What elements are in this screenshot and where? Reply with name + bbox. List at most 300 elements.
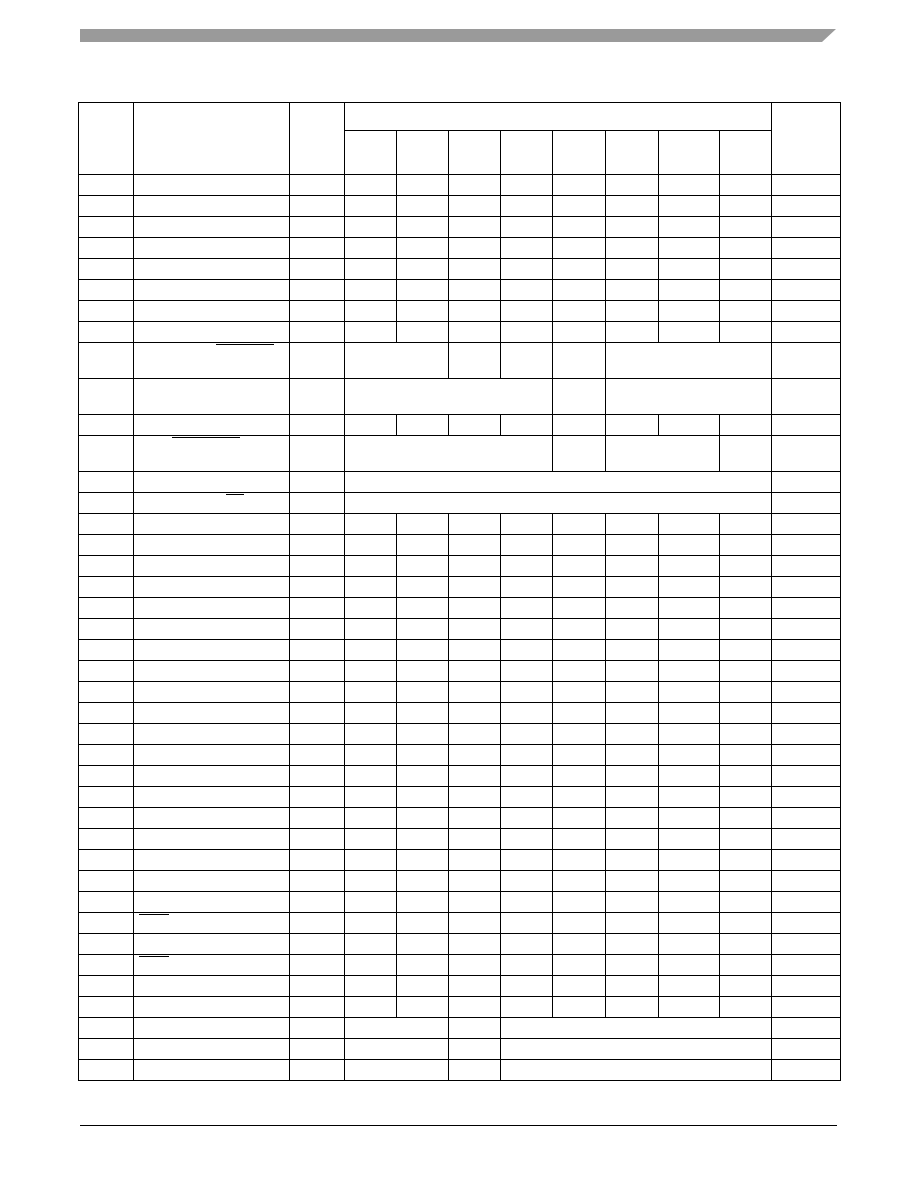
table-cell <box>79 808 134 829</box>
table-cell <box>449 238 501 259</box>
table-cell <box>397 682 449 703</box>
table-cell <box>345 871 397 892</box>
table-cell <box>290 976 345 997</box>
table-cell <box>772 682 841 703</box>
table-cell <box>553 238 606 259</box>
table-cell <box>606 745 659 766</box>
table-cell <box>449 997 501 1018</box>
table-cell <box>79 322 134 343</box>
table-cell <box>772 259 841 280</box>
table-cell <box>345 661 397 682</box>
table-cell <box>79 175 134 196</box>
table-row <box>79 196 841 217</box>
table-cell <box>720 871 772 892</box>
header-cell <box>553 131 606 175</box>
table-cell <box>659 808 720 829</box>
table-cell <box>79 913 134 934</box>
table-cell <box>79 745 134 766</box>
table-cell <box>79 829 134 850</box>
table-cell <box>501 787 553 808</box>
table-cell <box>606 787 659 808</box>
table-cell <box>501 175 553 196</box>
table-cell <box>449 217 501 238</box>
table-cell <box>659 196 720 217</box>
table-cell <box>134 934 290 955</box>
table-cell <box>290 322 345 343</box>
table-cell <box>553 556 606 577</box>
table-cell <box>134 259 290 280</box>
table-cell <box>345 415 397 436</box>
table-cell <box>501 1060 772 1081</box>
table-cell <box>606 682 659 703</box>
table-cell <box>134 808 290 829</box>
table-cell <box>345 808 397 829</box>
table-cell <box>134 196 290 217</box>
table-cell <box>345 598 397 619</box>
table-cell <box>397 703 449 724</box>
table-cell <box>345 472 772 493</box>
table-cell <box>397 829 449 850</box>
table-cell <box>720 850 772 871</box>
table-cell <box>345 703 397 724</box>
table-row <box>79 472 841 493</box>
table-cell <box>659 976 720 997</box>
table-cell <box>772 913 841 934</box>
table-cell <box>659 850 720 871</box>
table-cell <box>659 514 720 535</box>
table-cell <box>553 892 606 913</box>
table-cell <box>449 808 501 829</box>
table-row <box>79 661 841 682</box>
table-cell <box>134 871 290 892</box>
table-row <box>79 1060 841 1081</box>
table-cell <box>720 259 772 280</box>
table-cell <box>449 682 501 703</box>
table-cell <box>659 724 720 745</box>
table-cell <box>772 934 841 955</box>
table-cell <box>134 703 290 724</box>
table-cell <box>659 322 720 343</box>
table-row <box>79 322 841 343</box>
table-cell <box>345 238 397 259</box>
table-cell <box>79 535 134 556</box>
table-cell <box>659 955 720 976</box>
table-cell <box>290 997 345 1018</box>
table-cell <box>79 850 134 871</box>
table-cell <box>345 619 397 640</box>
table-cell <box>501 322 553 343</box>
table-row <box>79 619 841 640</box>
table-cell <box>501 682 553 703</box>
table-cell <box>79 661 134 682</box>
table-cell <box>606 724 659 745</box>
table-cell <box>134 976 290 997</box>
table-cell <box>290 661 345 682</box>
table-cell <box>134 322 290 343</box>
header-cell <box>659 131 720 175</box>
table-cell <box>772 829 841 850</box>
table-cell <box>134 598 290 619</box>
table-cell <box>345 436 553 472</box>
header-cell <box>501 131 553 175</box>
table-cell <box>290 787 345 808</box>
table-cell <box>397 238 449 259</box>
table-cell <box>720 598 772 619</box>
header-cell <box>134 103 290 175</box>
table-cell <box>290 493 345 514</box>
table-cell <box>720 703 772 724</box>
table-cell <box>501 301 553 322</box>
table-cell <box>720 766 772 787</box>
table-cell <box>134 514 290 535</box>
table-cell <box>606 640 659 661</box>
table-cell <box>134 682 290 703</box>
table-row <box>79 640 841 661</box>
table-cell <box>397 934 449 955</box>
table-cell <box>659 280 720 301</box>
table-cell <box>553 598 606 619</box>
table-cell <box>345 280 397 301</box>
table-cell <box>290 259 345 280</box>
table-cell <box>501 829 553 850</box>
header-cell <box>606 131 659 175</box>
table-cell <box>553 913 606 934</box>
table-cell <box>606 238 659 259</box>
table-cell <box>606 598 659 619</box>
table-cell <box>397 196 449 217</box>
table-cell <box>345 196 397 217</box>
table-cell <box>397 976 449 997</box>
table-cell <box>134 724 290 745</box>
table-cell <box>553 787 606 808</box>
table-cell <box>553 661 606 682</box>
table-cell <box>397 808 449 829</box>
table-row <box>79 259 841 280</box>
table-row <box>79 493 841 514</box>
table-cell <box>79 892 134 913</box>
table-cell <box>772 997 841 1018</box>
table-row <box>79 217 841 238</box>
table-cell <box>290 577 345 598</box>
table-cell <box>449 1018 501 1039</box>
table-cell <box>134 535 290 556</box>
table-cell <box>772 745 841 766</box>
table-cell <box>345 259 397 280</box>
table-cell <box>553 682 606 703</box>
table-cell <box>449 619 501 640</box>
table-cell <box>659 640 720 661</box>
table-cell <box>449 976 501 997</box>
table-cell <box>501 976 553 997</box>
table-cell <box>134 301 290 322</box>
table-cell <box>772 379 841 415</box>
table-cell <box>720 955 772 976</box>
header-cell <box>345 131 397 175</box>
table-cell <box>79 1060 134 1081</box>
table-cell <box>290 682 345 703</box>
table-cell <box>772 322 841 343</box>
table-cell <box>606 514 659 535</box>
table-cell <box>553 808 606 829</box>
table-cell <box>345 217 397 238</box>
table-cell <box>290 238 345 259</box>
table-cell <box>449 343 501 379</box>
table-cell <box>606 913 659 934</box>
table-cell <box>449 703 501 724</box>
table-cell <box>290 301 345 322</box>
table-row <box>79 379 841 415</box>
table-cell <box>501 955 553 976</box>
table-cell <box>134 955 290 976</box>
table-cell <box>772 598 841 619</box>
table-cell <box>134 997 290 1018</box>
table-cell <box>553 343 606 379</box>
table-cell <box>449 724 501 745</box>
table-cell <box>720 661 772 682</box>
table-cell <box>397 415 449 436</box>
table-cell <box>720 514 772 535</box>
table-cell <box>501 661 553 682</box>
table-cell <box>501 238 553 259</box>
table-cell <box>449 913 501 934</box>
table-row <box>79 745 841 766</box>
table-cell <box>397 871 449 892</box>
table-cell <box>772 217 841 238</box>
table-cell <box>290 598 345 619</box>
table-cell <box>553 703 606 724</box>
table-cell <box>290 703 345 724</box>
table-row <box>79 787 841 808</box>
table-cell <box>345 577 397 598</box>
table-cell <box>553 724 606 745</box>
table-cell <box>134 913 290 934</box>
table-cell <box>345 829 397 850</box>
table-cell <box>553 514 606 535</box>
table-cell <box>659 301 720 322</box>
table-cell <box>659 535 720 556</box>
table-cell <box>345 640 397 661</box>
table-cell <box>606 892 659 913</box>
table-cell <box>79 238 134 259</box>
table-cell <box>345 892 397 913</box>
table-cell <box>397 301 449 322</box>
table-cell <box>79 934 134 955</box>
table-cell <box>606 808 659 829</box>
table-cell <box>449 415 501 436</box>
table-cell <box>134 472 290 493</box>
table-cell <box>720 619 772 640</box>
table-cell <box>772 493 841 514</box>
table-cell <box>720 196 772 217</box>
table-cell <box>290 1018 345 1039</box>
table-cell <box>449 259 501 280</box>
table-cell <box>290 379 345 415</box>
table-cell <box>501 196 553 217</box>
table-cell <box>345 934 397 955</box>
table-cell <box>606 556 659 577</box>
table-cell <box>290 829 345 850</box>
table-cell <box>553 379 606 415</box>
table-cell <box>397 619 449 640</box>
table-cell <box>397 766 449 787</box>
table-cell <box>553 934 606 955</box>
table-cell <box>772 640 841 661</box>
table-cell <box>501 556 553 577</box>
table-cell <box>553 196 606 217</box>
table-cell <box>553 829 606 850</box>
table-cell <box>134 343 290 379</box>
table-cell <box>720 640 772 661</box>
table-cell <box>606 661 659 682</box>
table-cell <box>397 997 449 1018</box>
table-cell <box>345 850 397 871</box>
table-cell <box>79 682 134 703</box>
table-cell <box>79 436 134 472</box>
table-cell <box>659 661 720 682</box>
table-cell <box>397 724 449 745</box>
table-cell <box>772 1039 841 1060</box>
table-cell <box>501 259 553 280</box>
table-cell <box>397 577 449 598</box>
table-cell <box>345 997 397 1018</box>
table-cell <box>659 556 720 577</box>
table-cell <box>290 535 345 556</box>
header-cell <box>290 103 345 175</box>
table-cell <box>606 322 659 343</box>
table-cell <box>553 850 606 871</box>
table-row <box>79 280 841 301</box>
table-cell <box>720 787 772 808</box>
table-cell <box>345 682 397 703</box>
table-cell <box>720 217 772 238</box>
table-cell <box>720 436 772 472</box>
table-cell <box>659 934 720 955</box>
table-cell <box>659 619 720 640</box>
table-cell <box>553 577 606 598</box>
table-cell <box>772 703 841 724</box>
table-cell <box>501 745 553 766</box>
table-cell <box>501 808 553 829</box>
table-cell <box>134 892 290 913</box>
table-cell <box>659 217 720 238</box>
table-cell <box>290 217 345 238</box>
table-cell <box>134 829 290 850</box>
table-cell <box>501 619 553 640</box>
table-cell <box>606 619 659 640</box>
table-cell <box>449 955 501 976</box>
table-cell <box>290 955 345 976</box>
table-cell <box>134 379 290 415</box>
table-cell <box>720 415 772 436</box>
table-cell <box>290 640 345 661</box>
table-cell <box>720 280 772 301</box>
table-cell <box>606 766 659 787</box>
table-cell <box>720 238 772 259</box>
table-cell <box>772 766 841 787</box>
table-cell <box>345 745 397 766</box>
header-bar <box>0 0 918 50</box>
table-cell <box>720 556 772 577</box>
table-cell <box>345 766 397 787</box>
table-cell <box>290 934 345 955</box>
overbar-mark <box>226 494 244 495</box>
table-cell <box>79 787 134 808</box>
table-cell <box>397 661 449 682</box>
table-cell <box>720 175 772 196</box>
table-cell <box>501 913 553 934</box>
table-row <box>79 343 841 379</box>
table-row <box>79 871 841 892</box>
footer-rule <box>80 1125 837 1126</box>
table-cell <box>501 1018 772 1039</box>
table-row <box>79 1018 841 1039</box>
table-cell <box>449 598 501 619</box>
table-row <box>79 238 841 259</box>
table-cell <box>606 280 659 301</box>
table-cell <box>290 415 345 436</box>
table-cell <box>134 787 290 808</box>
table-cell <box>79 301 134 322</box>
table-cell <box>449 850 501 871</box>
overbar-mark <box>139 956 169 957</box>
table-cell <box>553 280 606 301</box>
table-row <box>79 436 841 472</box>
table-row <box>79 808 841 829</box>
table-cell <box>290 1060 345 1081</box>
table-cell <box>290 343 345 379</box>
table-cell <box>345 1060 449 1081</box>
table-cell <box>79 976 134 997</box>
table-row <box>79 535 841 556</box>
table-cell <box>720 913 772 934</box>
header-row <box>79 103 841 131</box>
table-cell <box>345 724 397 745</box>
table-cell <box>397 322 449 343</box>
table-cell <box>606 871 659 892</box>
table-cell <box>659 703 720 724</box>
table-cell <box>720 535 772 556</box>
table-cell <box>553 997 606 1018</box>
table-cell <box>345 976 397 997</box>
table-cell <box>606 415 659 436</box>
table-cell <box>79 703 134 724</box>
table-cell <box>290 1039 345 1060</box>
table-cell <box>772 661 841 682</box>
table-cell <box>772 343 841 379</box>
table-row <box>79 934 841 955</box>
table-cell <box>290 514 345 535</box>
table-cell <box>772 535 841 556</box>
table-row <box>79 175 841 196</box>
table-cell <box>134 436 290 472</box>
table-cell <box>397 514 449 535</box>
table-row <box>79 301 841 322</box>
table-cell <box>659 892 720 913</box>
table-cell <box>449 577 501 598</box>
table-cell <box>79 1039 134 1060</box>
table-cell <box>659 745 720 766</box>
table-cell <box>345 301 397 322</box>
table-cell <box>290 724 345 745</box>
table-cell <box>449 745 501 766</box>
table-row <box>79 724 841 745</box>
table-cell <box>553 535 606 556</box>
table-cell <box>606 976 659 997</box>
table-cell <box>659 787 720 808</box>
table-cell <box>134 577 290 598</box>
table-cell <box>449 175 501 196</box>
header-cell <box>79 103 134 175</box>
